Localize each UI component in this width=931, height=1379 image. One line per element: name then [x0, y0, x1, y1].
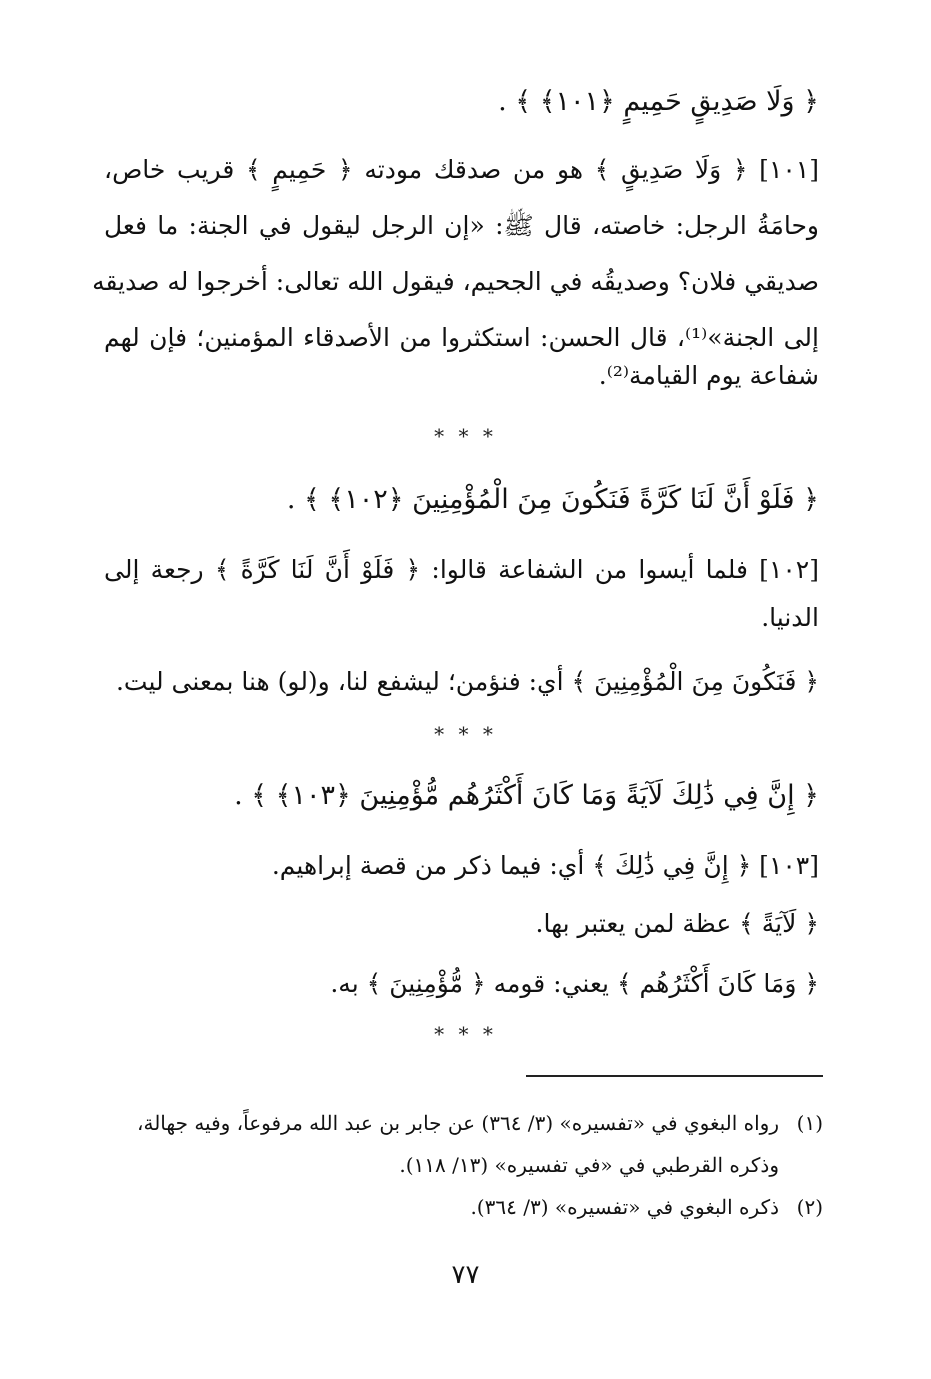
page-number: ٧٧: [451, 1260, 480, 1290]
footnote-text: ذكره البغوي في «تفسيره» (٣/ ٣٦٤).: [470, 1195, 779, 1219]
footnote-1: [104, 1108, 823, 1138]
footnote-number: (٢): [796, 1195, 823, 1219]
verse-101: ﴿ وَلَا صَدِيقٍ حَمِيمٍ ﴿١٠١﴾ ﴾ .: [498, 86, 819, 117]
section-separator: * * *: [434, 424, 497, 448]
footnote-2: [104, 1192, 823, 1222]
footnote-text: رواه البغوي في «تفسيره» (٣/ ٣٦٤) عن جابر بن عبد الله مرفوعاً، وفيه جهالة،: [137, 1111, 779, 1135]
footnote-text: وذكره القرطبي في «في تفسيره» (١٣/ ١١٨).: [399, 1153, 779, 1177]
paragraph-103-line: ﴿ لَآيَةً ﴾ عظة لمن يعتبر بها.: [535, 909, 819, 938]
footnote-number: (١): [796, 1111, 823, 1135]
paragraph-101-line: [١٠١] ﴿ وَلَا صَدِيقٍ ﴾ هو من صدقك مودته ﴿ حَمِيمٍ ﴾ قريب خاص،: [104, 155, 819, 184]
section-separator: * * *: [434, 722, 497, 746]
verse-103: ﴿ إِنَّ فِي ذَٰلِكَ لَآيَةً وَمَا كَانَ أَكْثَرُهُم مُّؤْمِنِينَ ﴿١٠٣﴾ ﴾ .: [234, 780, 819, 811]
paragraph-101-line: شفاعة يوم القيامة⁽²⁾.: [598, 361, 819, 390]
paragraph-101-line: وحامَةُ الرجل: خاصته، قال ﷺ: «إن الرجل ليقول في الجنة: ما فعل: [104, 211, 819, 240]
section-separator: * * *: [434, 1022, 497, 1046]
paragraph-103-line: ﴿ وَمَا كَانَ أَكْثَرُهُم ﴾ يعني: قومه ﴿ مُّؤْمِنِينَ ﴾ به.: [330, 969, 819, 998]
paragraph-102b: ﴿ فَنَكُونَ مِنَ الْمُؤْمِنِينَ ﴾ أي: فنؤمن؛ ليشفع لنا، و(لو) هنا بمعنى ليت.: [115, 667, 819, 696]
verse-102: ﴿ فَلَوْ أَنَّ لَنَا كَرَّةً فَنَكُونَ مِنَ الْمُؤْمِنِينَ ﴿١٠٢﴾ ﴾ .: [286, 484, 819, 515]
footnote-1-continuation: [104, 1150, 779, 1180]
footnote-divider: [526, 1075, 823, 1077]
paragraph-101-line: إلى الجنة»⁽¹⁾، قال الحسن: استكثروا من الأصدقاء المؤمنين؛ فإن لهم: [104, 323, 819, 352]
paragraph-103-line: [١٠٣] ﴿ إِنَّ فِي ذَٰلِكَ ﴾ أي: فيما ذكر من قصة إبراهيم.: [271, 851, 819, 880]
paragraph-102-line: [١٠٢] فلما أيسوا من الشفاعة قالوا: ﴿ فَلَوْ أَنَّ لَنَا كَرَّةً ﴾ رجعة إلى: [104, 555, 819, 584]
paragraph-102-line: الدنيا.: [761, 603, 819, 632]
paragraph-101-line: صديقي فلان؟ وصديقُه في الجحيم، فيقول الله تعالى: أخرجوا له صديقه: [92, 267, 819, 296]
